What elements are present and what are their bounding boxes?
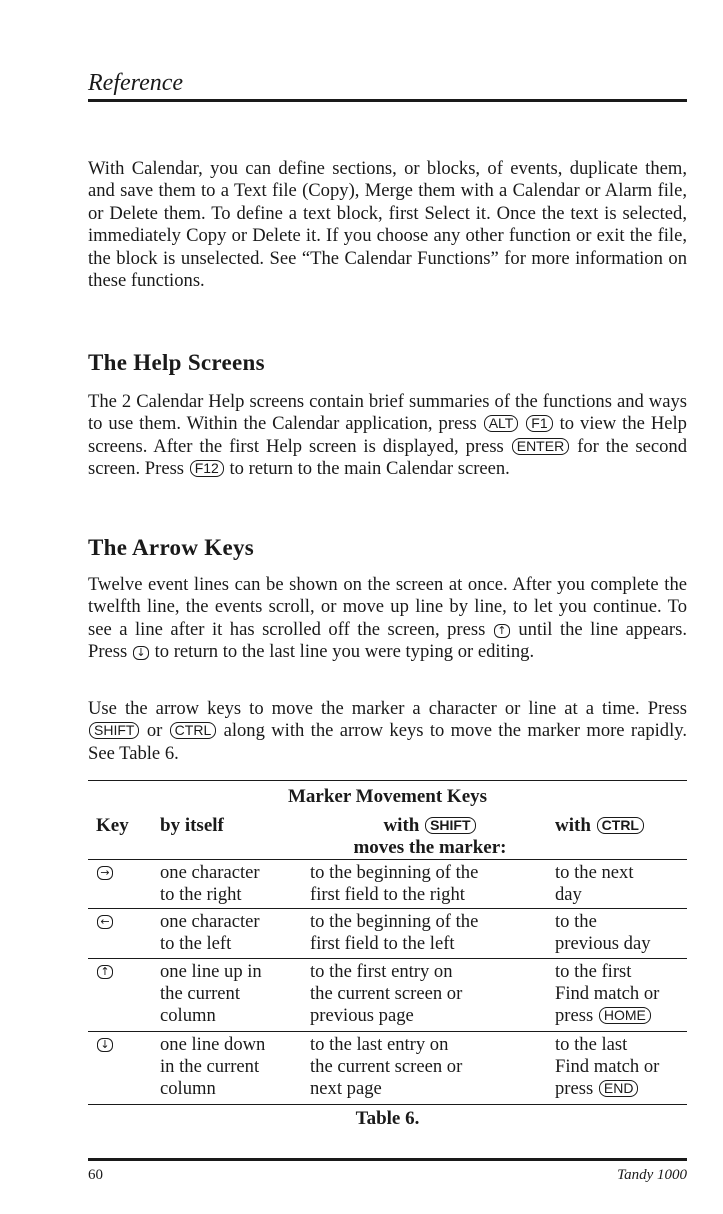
end-key-icon: END: [599, 1080, 639, 1097]
table-caption: Table 6.: [355, 1108, 420, 1129]
help-screens-paragraph: [88, 391, 687, 481]
right-arrow-key-icon: →: [97, 866, 113, 880]
cell-with-ctrl-text: to the last Find match or press: [555, 1034, 660, 1099]
column-header-with-shift: [310, 815, 550, 859]
up-arrow-key-icon: ↑: [494, 624, 510, 638]
up-arrow-key-icon: ↑: [97, 965, 113, 979]
page-header-title: Reference: [88, 70, 184, 96]
cell-with-ctrl: to the previous day: [555, 911, 651, 954]
enter-key-icon: ENTER: [512, 438, 569, 455]
home-key-icon: HOME: [599, 1007, 651, 1024]
left-arrow-key-icon: ←: [97, 915, 113, 929]
cell-with-ctrl: to the next day: [555, 862, 634, 905]
footer-rule: [88, 1158, 687, 1161]
cell-by-itself: one character to the right: [160, 862, 260, 905]
with-shift-suffix: moves the marker:: [353, 837, 507, 858]
arrow-text-1: Twelve event lines can be shown on the screen at once. After you complete the twelfth line, the events scroll, or move up line by line, to let you continue. To see a line after it has scrolled off the screen, press: [88, 574, 687, 640]
shift-key-icon: SHIFT: [425, 817, 475, 834]
arrow-text-6: along with the arrow keys to move the marker more rapidly. See Table 6.: [88, 720, 688, 764]
intro-paragraph: With Calendar, you can define sections, or blocks, of events, duplicate them, and save them to a Text file (Copy), Merge them with a Calendar or Alarm file, or Delete them. To define a text block, first Select it. Once the text is selected, immediately Copy or Delete it. If you choose any other function or exit the file, the block is unselected. See “The Calendar Functions” for more information on these functions.: [88, 158, 687, 292]
cell-with-ctrl-text: to the first Find match or press: [555, 961, 660, 1026]
help-screens-heading: The Help Screens: [88, 350, 265, 375]
arrow-text-4: Use the arrow keys to move the marker a character or line at a time. Press: [88, 698, 687, 719]
page-number: 60: [88, 1167, 103, 1183]
column-header-with-ctrl: [555, 815, 645, 837]
ctrl-key-icon: CTRL: [597, 817, 644, 834]
cell-by-itself: one line up in the current column: [160, 961, 262, 1026]
arrow-keys-paragraph-1: [88, 574, 687, 664]
cell-with-shift: to the beginning of the first field to the right: [310, 862, 479, 905]
cell-by-itself: one character to the left: [160, 911, 260, 954]
down-arrow-key-icon: ↓: [97, 1038, 113, 1052]
header-bottom-rule: [88, 859, 687, 860]
arrow-keys-paragraph-2: [88, 698, 687, 765]
row-rule: [88, 1031, 687, 1032]
arrow-text-5: or: [146, 720, 163, 742]
table-bottom-rule: [88, 1104, 687, 1105]
f12-key-icon: F12: [190, 460, 224, 477]
shift-key-icon: SHIFT: [89, 722, 139, 739]
help-text-4: to return to the main Calendar screen.: [229, 458, 510, 480]
cell-with-ctrl: [555, 1034, 659, 1100]
alt-key-icon: ALT: [484, 415, 519, 432]
table-title: Marker Movement Keys: [287, 786, 488, 807]
ctrl-key-icon: CTRL: [170, 722, 217, 739]
cell-with-shift: to the last entry on the current screen or next page: [310, 1034, 463, 1099]
cell-with-shift: to the first entry on the current screen or previous page: [310, 961, 463, 1026]
arrow-keys-heading: The Arrow Keys: [88, 535, 255, 560]
cell-by-itself: one line down in the current column: [160, 1034, 266, 1099]
down-arrow-key-icon: ↓: [133, 646, 149, 660]
header-rule: [88, 99, 687, 102]
arrow-text-2: until the line appears. Press: [88, 618, 688, 663]
with-shift-prefix: with: [383, 815, 420, 836]
table-top-rule: [88, 780, 687, 781]
f1-key-icon: F1: [526, 415, 552, 432]
help-text-2: to view the Help screens. After the first Help screen is displayed, press: [88, 413, 687, 457]
help-text-3: for the second screen. Press: [88, 435, 688, 480]
footer-brand: Tandy 1000: [617, 1167, 687, 1183]
column-header-key: Key: [96, 815, 129, 836]
help-text-1: The 2 Calendar Help screens contain brief summaries of the functions and ways to use them. Within the Calendar application, press: [88, 391, 687, 435]
with-ctrl-prefix: with: [555, 815, 591, 836]
column-header-by-itself: by itself: [160, 815, 224, 836]
row-rule: [88, 958, 687, 959]
arrow-text-3: to return to the last line you were typing or editing.: [154, 641, 535, 663]
cell-with-ctrl: [555, 961, 659, 1027]
row-rule: [88, 908, 687, 909]
cell-with-shift: to the beginning of the first field to the left: [310, 911, 479, 954]
